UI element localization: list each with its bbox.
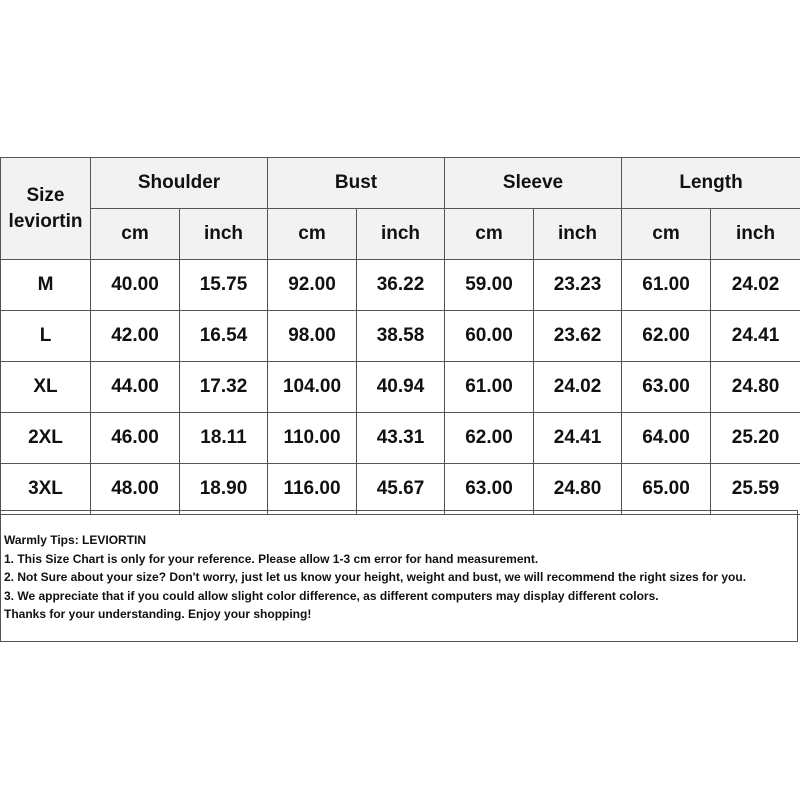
group-header-length: Length	[622, 158, 800, 209]
table-row	[1, 464, 800, 515]
tips-line-1: 1. This Size Chart is only for your reference. Please allow 1-3 cm error for hand measurement.	[4, 551, 539, 566]
size-chart-table	[0, 157, 800, 515]
value-cell: 16.54	[180, 311, 268, 362]
brand-header-label: leviortin	[8, 210, 83, 232]
size-header-label: Size	[26, 184, 65, 206]
header-row-units	[1, 209, 800, 260]
value-cell: 98.00	[268, 311, 357, 362]
value-cell: 17.32	[180, 362, 268, 413]
unit-header-cm: cm	[622, 209, 711, 260]
value-cell: 24.02	[711, 260, 800, 311]
value-cell: 25.59	[711, 464, 800, 515]
value-cell: 61.00	[622, 260, 711, 311]
value-cell: 64.00	[622, 413, 711, 464]
group-header-bust: Bust	[268, 158, 445, 209]
value-cell: 43.31	[357, 413, 445, 464]
value-cell: 61.00	[445, 362, 534, 413]
value-cell: 116.00	[268, 464, 357, 515]
value-cell: 36.22	[357, 260, 445, 311]
unit-header-cm: cm	[445, 209, 534, 260]
value-cell: 104.00	[268, 362, 357, 413]
tips-line-2: 2. Not Sure about your size? Don't worry, just let us know your height, weight and bust, we will recommend the right sizes for you.	[4, 570, 747, 584]
value-cell: 25.20	[711, 413, 800, 464]
value-cell: 24.41	[711, 311, 800, 362]
size-cell: M	[1, 260, 91, 311]
value-cell: 62.00	[622, 311, 711, 362]
tips-thanks: Thanks for your understanding. Enjoy your shopping!	[4, 607, 312, 621]
value-cell: 40.94	[357, 362, 445, 413]
value-cell: 23.62	[534, 311, 622, 362]
unit-header-inch: inch	[357, 209, 445, 260]
size-cell: XL	[1, 362, 91, 413]
group-header-sleeve: Sleeve	[445, 158, 622, 209]
value-cell: 44.00	[91, 362, 180, 413]
tips-title: Warmly Tips: LEVIORTIN	[4, 533, 147, 547]
value-cell: 110.00	[268, 413, 357, 464]
size-cell: 3XL	[1, 464, 91, 515]
value-cell: 15.75	[180, 260, 268, 311]
size-cell: L	[1, 311, 91, 362]
value-cell: 18.90	[180, 464, 268, 515]
value-cell: 24.80	[711, 362, 800, 413]
value-cell: 24.80	[534, 464, 622, 515]
value-cell: 59.00	[445, 260, 534, 311]
unit-header-inch: inch	[180, 209, 268, 260]
tips-line-3: 3. We appreciate that if you could allow slight color difference, as different computers may display different colors.	[4, 588, 659, 603]
value-cell: 48.00	[91, 464, 180, 515]
value-cell: 65.00	[622, 464, 711, 515]
size-column-header	[1, 158, 91, 260]
unit-header-inch: inch	[534, 209, 622, 260]
value-cell: 24.02	[534, 362, 622, 413]
value-cell: 18.11	[180, 413, 268, 464]
value-cell: 60.00	[445, 311, 534, 362]
value-cell: 62.00	[445, 413, 534, 464]
value-cell: 23.23	[534, 260, 622, 311]
table-row	[1, 413, 800, 464]
unit-header-inch: inch	[711, 209, 800, 260]
value-cell: 24.41	[534, 413, 622, 464]
value-cell: 38.58	[357, 311, 445, 362]
value-cell: 45.67	[357, 464, 445, 515]
group-header-shoulder: Shoulder	[91, 158, 268, 209]
value-cell: 63.00	[622, 362, 711, 413]
unit-header-cm: cm	[91, 209, 180, 260]
unit-header-cm: cm	[268, 209, 357, 260]
value-cell: 63.00	[445, 464, 534, 515]
size-cell: 2XL	[1, 413, 91, 464]
value-cell: 92.00	[268, 260, 357, 311]
table-row	[1, 260, 800, 311]
header-row-groups	[1, 158, 800, 209]
value-cell: 42.00	[91, 311, 180, 362]
table-row	[1, 311, 800, 362]
table-row	[1, 362, 800, 413]
tips-box	[0, 510, 798, 642]
value-cell: 40.00	[91, 260, 180, 311]
value-cell: 46.00	[91, 413, 180, 464]
